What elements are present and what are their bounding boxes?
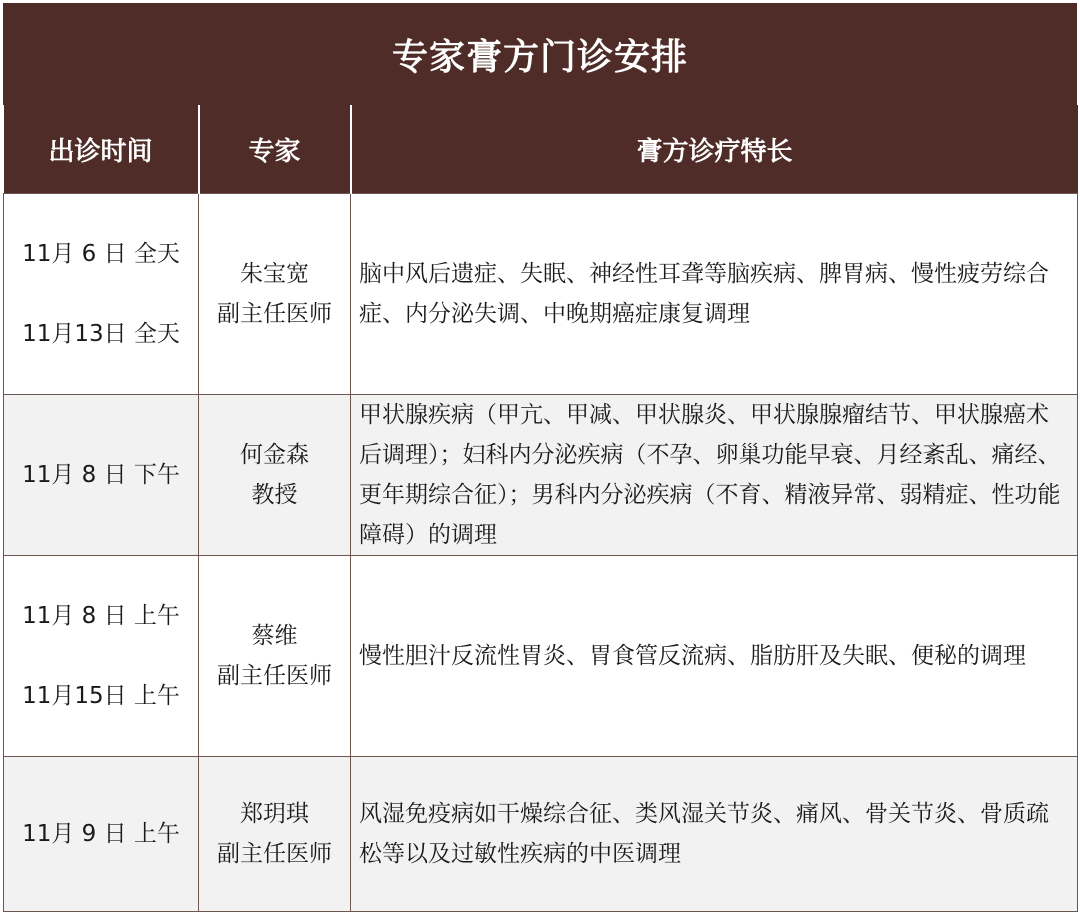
- table-title: 专家膏方门诊安排: [3, 3, 1077, 105]
- table-row: [4, 395, 1078, 556]
- expert-title: 副主任医师: [217, 841, 332, 867]
- expert-cell: [199, 395, 351, 556]
- specialty-cell: 慢性胆汁反流性胃炎、胃食管反流病、脂肪肝及失眠、便秘的调理: [351, 556, 1078, 757]
- expert-title: 副主任医师: [217, 301, 332, 327]
- time-line: 11月 8 日 下午: [22, 462, 180, 488]
- header-time: 出诊时间: [4, 105, 199, 194]
- time-cell: [4, 757, 199, 912]
- expert-cell: [199, 556, 351, 757]
- header-specialty: 膏方诊疗特长: [351, 105, 1078, 194]
- expert-title: 教授: [251, 482, 298, 508]
- specialty-cell: 脑中风后遗症、失眠、神经性耳聋等脑疾病、脾胃病、慢性疲劳综合症、内分泌失调、中晚期癌症康复调理: [351, 194, 1078, 395]
- time-line: 11月 8 日 上午: [22, 603, 180, 629]
- header-row: [4, 105, 1078, 194]
- table-row: [4, 757, 1078, 912]
- time-cell: [4, 556, 199, 757]
- expert-name: 何金森: [240, 442, 309, 468]
- expert-cell: [199, 757, 351, 912]
- time-cell: [4, 395, 199, 556]
- expert-name: 蔡维: [251, 623, 298, 649]
- table-row: [4, 556, 1078, 757]
- expert-name: 朱宝宽: [240, 261, 309, 287]
- time-line: 11月 6 日 全天: [22, 241, 180, 267]
- expert-name: 郑玥琪: [240, 801, 309, 827]
- time-cell: [4, 194, 199, 395]
- expert-title: 副主任医师: [217, 663, 332, 689]
- specialty-cell: 风湿免疫病如干燥综合征、类风湿关节炎、痛风、骨关节炎、骨质疏松等以及过敏性疾病的中医调理: [351, 757, 1078, 912]
- clinic-schedule-table: [3, 105, 1078, 912]
- table-row: [4, 194, 1078, 395]
- expert-cell: [199, 194, 351, 395]
- time-line: 11月15日 上午: [22, 683, 180, 709]
- time-line: 11月 9 日 上午: [22, 821, 180, 847]
- specialty-cell: 甲状腺疾病（甲亢、甲减、甲状腺炎、甲状腺腺瘤结节、甲状腺癌术后调理）；妇科内分泌疾病（不孕、卵巢功能早衰、月经紊乱、痛经、更年期综合征）；男科内分泌疾病（不育、精液异常、弱精症、性功能障碍）的调理: [351, 395, 1078, 556]
- time-line: 11月13日 全天: [22, 321, 180, 347]
- header-expert: 专家: [199, 105, 351, 194]
